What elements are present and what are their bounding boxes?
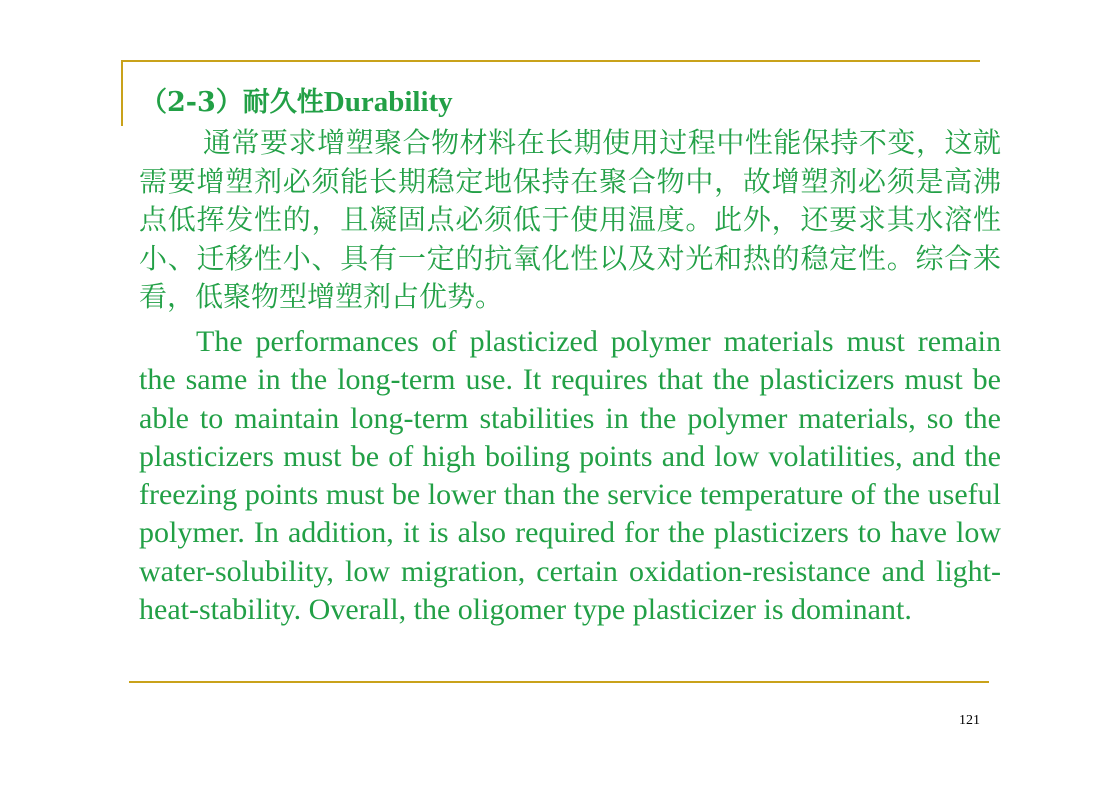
left-divider-line	[121, 60, 123, 126]
chinese-paragraph: 通常要求增塑聚合物材料在长期使用过程中性能保持不变，这就需要增塑剂必须能长期稳定地保持在聚合物中，故增塑剂必须是高沸点低挥发性的，且凝固点必须低于使用温度。此外，还要求其水溶性小、迁移性小、具有一定的抗氧化性以及对光和热的稳定性。综合来看，低聚物型增塑剂占优势。	[139, 126, 1001, 313]
english-paragraph: The performances of plasticized polymer materials must remain the same in the long-term use. It requires that the plasticizers must be able to maintain long-term stabilities in the polymer materials, so the plasticizers must be of high boiling points and low volatilities, and the freezing points must be lower than the service temperature of the useful polymer. In addition, it is also required for the plasticizers to have low water-solubility, low migration, certain oxidation-resistance and light-heat-stability. Overall, the oligomer type plasticizer is dominant.	[139, 325, 1001, 627]
bottom-divider-line	[129, 681, 989, 683]
heading-english: Durability	[323, 86, 453, 118]
top-divider-line	[121, 60, 980, 62]
page-number: 121	[959, 713, 980, 728]
heading-prefix: （2-3）耐久性	[140, 87, 324, 118]
slide-heading	[140, 80, 453, 119]
